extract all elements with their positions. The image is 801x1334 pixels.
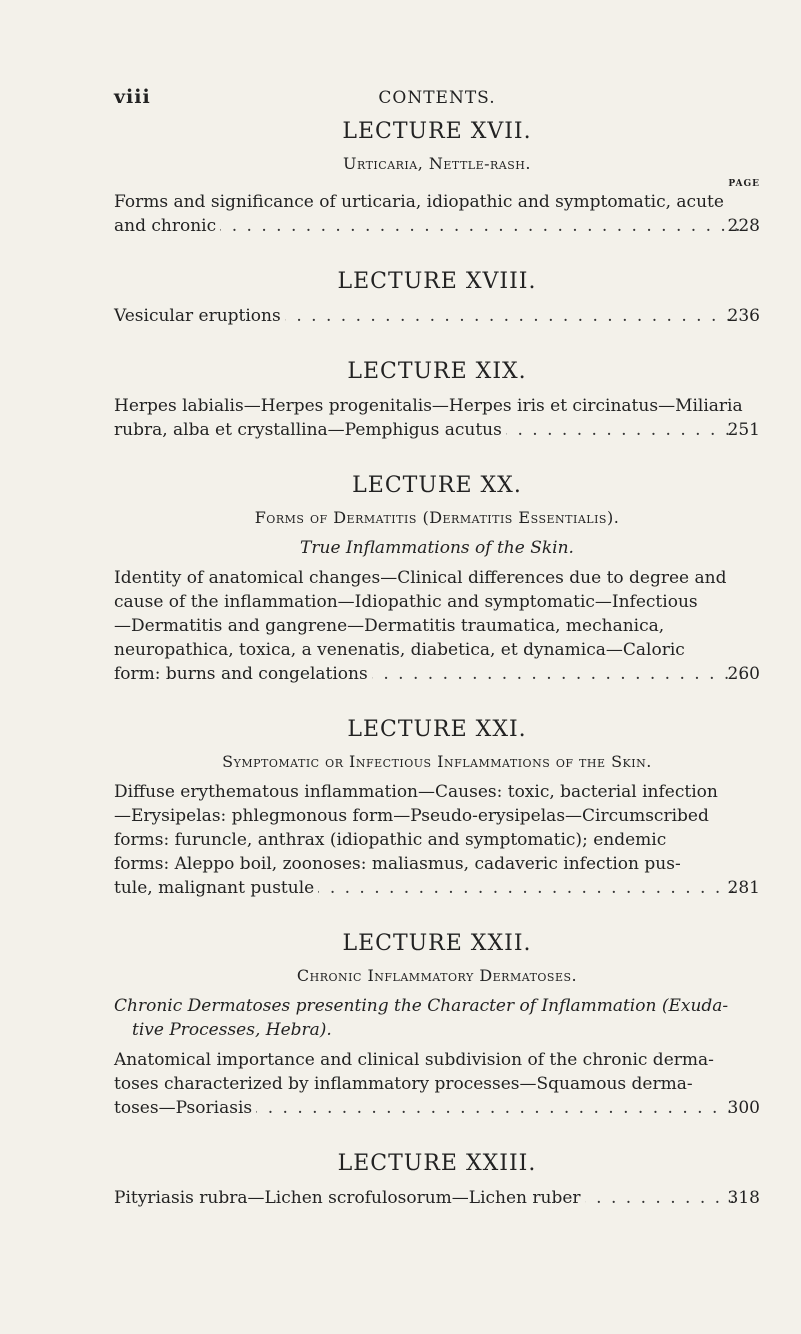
contents-entry xyxy=(114,304,760,328)
entry-text: Vesicular eruptions xyxy=(114,306,281,326)
lecture-title: LECTURE XVII. xyxy=(342,119,532,144)
entry-page: 228 xyxy=(727,216,760,236)
entry-page: 251 xyxy=(727,420,760,440)
entry-text: Anatomical importance and clinical subdivision of the chronic derma- xyxy=(114,1050,714,1070)
lecture-19 xyxy=(114,358,760,442)
entry-text: cause of the inflammation—Idiopathic and symptomatic—Infectious xyxy=(114,592,698,612)
contents-list xyxy=(114,118,760,1210)
lecture-italic-heading xyxy=(114,994,760,1042)
lecture-subtitle: Forms of Dermatitis (Dermatitis Essentialis). xyxy=(254,508,620,527)
entry-page: 260 xyxy=(727,664,760,684)
entry-text: Forms and significance of urticaria, idiopathic and symptomatic, acute xyxy=(114,192,724,212)
entry-text: Pityriasis rubra—Lichen scrofulosorum—Lichen ruber xyxy=(114,1188,581,1208)
italic-heading-line: Chronic Dermatoses presenting the Character of Inflammation (Exuda- xyxy=(114,996,729,1016)
lecture-italic-subtitle: True Inflammations of the Skin. xyxy=(300,538,574,558)
entry-page: 318 xyxy=(727,1188,760,1208)
lecture-title: LECTURE XXIII. xyxy=(337,1151,537,1176)
lecture-22 xyxy=(114,930,760,1120)
entry-text: Diffuse erythematous inflammation—Causes: toxic, bacterial infection xyxy=(114,782,718,802)
lecture-title: LECTURE XXI. xyxy=(347,717,527,742)
lecture-title: LECTURE XVIII. xyxy=(337,269,537,294)
entry-text: and chronic xyxy=(114,216,217,236)
entry-text: —Dermatitis and gangrene—Dermatitis traumatica, mechanica, xyxy=(114,616,665,636)
entry-page: 236 xyxy=(727,306,760,326)
lecture-17 xyxy=(114,118,760,238)
entry-page: 281 xyxy=(727,878,760,898)
entry-text: —Erysipelas: phlegmonous form—Pseudo-erysipelas—Circumscribed xyxy=(114,806,709,826)
entry-text: rubra, alba et crystallina—Pemphigus acutus xyxy=(114,420,502,440)
lecture-subtitle: Chronic Inflammatory Dermatoses. xyxy=(296,966,578,985)
contents-entry xyxy=(114,190,760,238)
lecture-21 xyxy=(114,716,760,900)
contents-entry xyxy=(114,394,760,442)
lecture-subtitle: Urticaria, Nettle-rash. xyxy=(343,154,531,173)
entry-text: Herpes labialis—Herpes progenitalis—Herpes iris et circinatus—Miliaria xyxy=(114,396,743,416)
entry-text: forms: furuncle, anthrax (idiopathic and symptomatic); endemic xyxy=(114,830,667,850)
leader-dots xyxy=(220,214,741,238)
page-column-label: PAGE xyxy=(728,179,760,189)
lecture-20 xyxy=(114,472,760,686)
leader-dots xyxy=(285,304,742,328)
contents-entry xyxy=(114,566,760,686)
italic-heading-line: tive Processes, Hebra). xyxy=(132,1020,332,1040)
running-head xyxy=(114,86,760,112)
entry-text: toses—Psoriasis xyxy=(114,1098,253,1118)
entry-text: neuropathica, toxica, a venenatis, diabetica, et dynamica—Caloric xyxy=(114,640,685,660)
leader-dots xyxy=(506,418,742,442)
running-title: CONTENTS. xyxy=(378,88,496,108)
lecture-title: LECTURE XXII. xyxy=(342,931,532,956)
entry-text: forms: Aleppo boil, zoonoses: maliasmus, cadaveric infection pus- xyxy=(114,854,681,874)
entry-text: tule, malignant pustule xyxy=(114,878,315,898)
entry-text: toses characterized by inflammatory processes—Squamous derma- xyxy=(114,1074,693,1094)
leader-dots xyxy=(372,662,742,686)
lecture-title: LECTURE XX. xyxy=(352,473,522,498)
leader-dots xyxy=(585,1186,742,1210)
lecture-subtitle: Symptomatic or Infectious Inflammations of the Skin. xyxy=(222,752,652,771)
contents-entry xyxy=(114,780,760,900)
lecture-18 xyxy=(114,268,760,328)
lecture-title: LECTURE XIX. xyxy=(347,359,527,384)
entry-text: form: burns and congelations xyxy=(114,664,368,684)
contents-entry xyxy=(114,1186,760,1210)
leader-dots xyxy=(256,1096,741,1120)
contents-entry xyxy=(114,1048,760,1120)
page-number: viii xyxy=(114,86,151,108)
entry-text: Identity of anatomical changes—Clinical differences due to degree and xyxy=(114,568,727,588)
leader-dots xyxy=(318,876,741,900)
entry-page: 300 xyxy=(727,1098,760,1118)
lecture-23 xyxy=(114,1150,760,1210)
